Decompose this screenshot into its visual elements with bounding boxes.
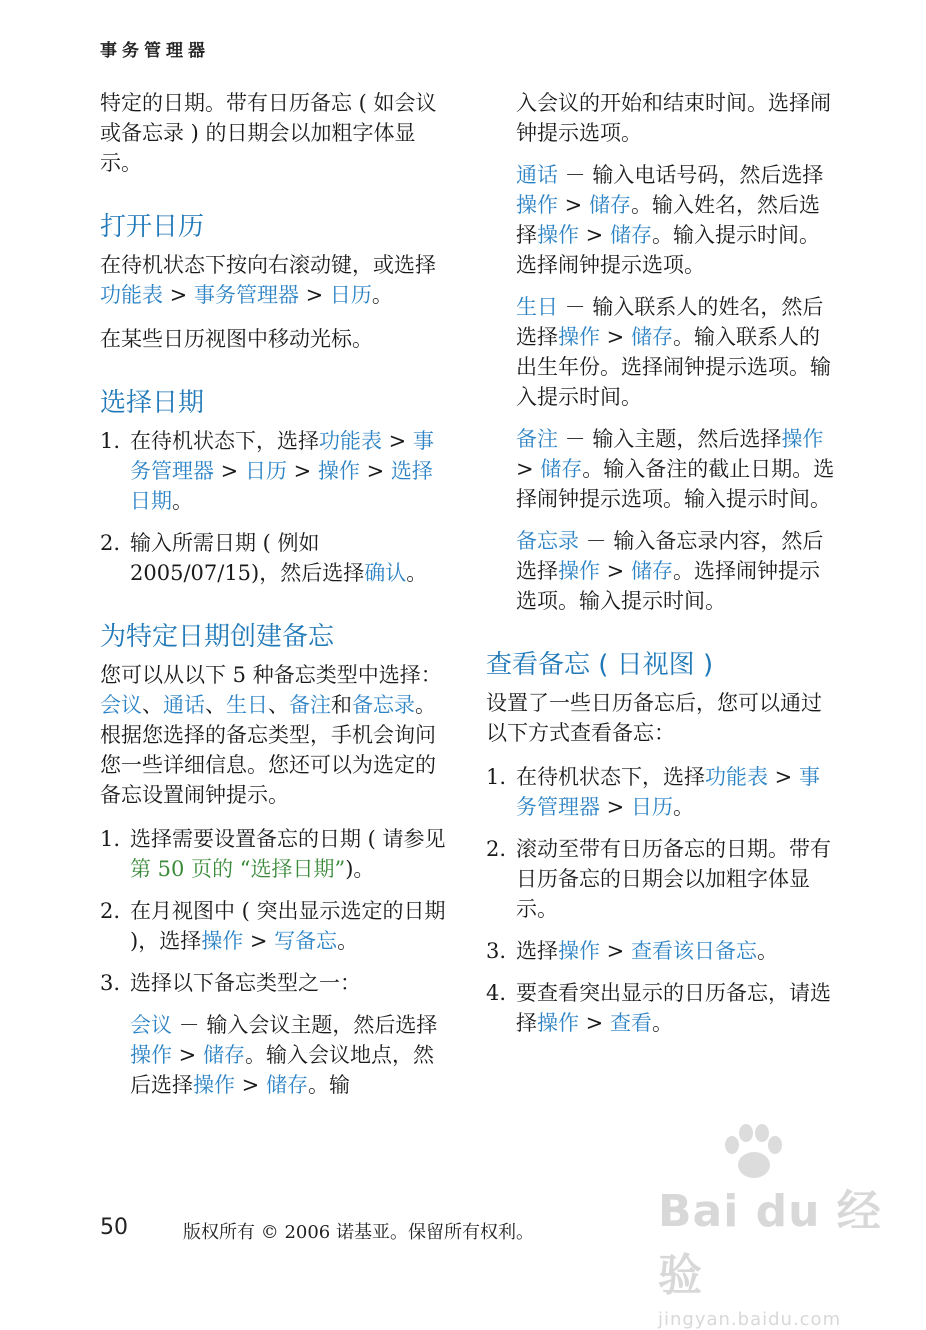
heading-view-notes: 查看备忘 ( 日视图 ) [486,650,714,680]
heading-open-calendar: 打开日历 [100,212,205,242]
paw-logo-icon [718,1123,788,1183]
watermark-url: jingyan.baidu.com [658,1309,842,1330]
open-calendar-instructions: 在待机状态下按向右滚动键，或选择功能表 > 事务管理器 > 日历。 [100,253,436,307]
view-notes-steps [486,762,836,1038]
heading-select-date: 选择日期 [100,388,205,418]
menu-calendar-link: 日历 [329,283,372,307]
watermark-logo-text: Bai du 经验 [658,1186,882,1301]
select-date-steps [100,426,450,588]
intro-paragraph: 特定的日期。带有日历备忘 ( 如会议或备忘录 ) 的日期会以加粗字体显示。 [100,91,437,175]
menu-functions-link: 功能表 [100,283,163,307]
running-header: 事务管理器 [100,41,210,61]
copyright-notice: 版权所有 © 2006 诺基亚。保留所有权利。 [183,1222,534,1243]
right-column [486,88,836,1050]
move-cursor-paragraph: 在某些日历视图中移动光标。 [100,327,373,351]
list-item: 3. 选择操作 > 查看该日备忘。 [486,939,778,963]
meeting-description: 会议 － 输入会议主题，然后选择操作 > 储存。输入会议地点，然后选择操作 > 储存。输 [130,1013,438,1097]
note-types-paragraph: 您可以从以下 5 种备忘类型中选择：会议、通话、生日、备注和备忘录。根据您选择的备忘类型，手机会询问您一些详细信息。您还可以为选定的备忘设置闹钟提示。 [100,663,442,807]
list-item: 3. 选择以下备忘类型之一： [100,971,361,995]
left-column [100,88,450,1112]
list-item: 4. 要查看突出显示的日历备忘，请选择操作 > 查看。 [486,981,831,1035]
birthday-description: 生日 － 输入联系人的姓名，然后选择操作 > 储存。输入联系人的出生年份。选择闹钟提示选项。输入提示时间。 [516,295,831,409]
memo-description: 备注 － 输入主题，然后选择操作 > 储存。输入备注的截止日期。选择闹钟提示选项。输入提示时间。 [516,427,835,511]
list-item: 2. 输入所需日期 ( 例如 2005/07/15)，然后选择确认。 [100,531,428,585]
view-notes-intro: 设置了一些日历备忘后，您可以通过以下方式查看备忘： [486,691,822,745]
list-item: 1. 在待机状态下，选择功能表 > 事务管理器 > 日历。 [486,765,820,819]
page-number: 50 [100,1215,128,1240]
list-item: 1. 选择需要设置备忘的日期 ( 请参见第 50 页的 “选择日期”)。 [100,827,446,881]
baidu-watermark [658,1145,888,1330]
menu-organizer-link: 事务管理器 [193,283,299,307]
heading-create-note: 为特定日期创建备忘 [100,622,335,652]
call-description: 通话 － 输入电话号码，然后选择操作 > 储存。输入姓名，然后选择操作 > 储存。输入提示时间。选择闹钟提示选项。 [516,163,824,277]
list-item: 1. 在待机状态下，选择功能表 > 事务管理器 > 日历 > 操作 > 选择日期。 [100,429,434,513]
page-reference-link: 第 50 页的 “选择日期” [130,857,346,881]
meeting-description-cont: 入会议的开始和结束时间。选择闹钟提示选项。 [516,91,831,145]
reminder-description: 备忘录 － 输入备忘录内容，然后选择操作 > 储存。选择闹钟提示选项。输入提示时间。 [516,529,824,613]
create-note-steps [100,824,450,998]
list-item: 2. 滚动至带有日历备忘的日期。带有日历备忘的日期会以加粗字体显示。 [486,837,831,921]
list-item: 2. 在月视图中 ( 突出显示选定的日期 )，选择操作 > 写备忘。 [100,899,446,953]
